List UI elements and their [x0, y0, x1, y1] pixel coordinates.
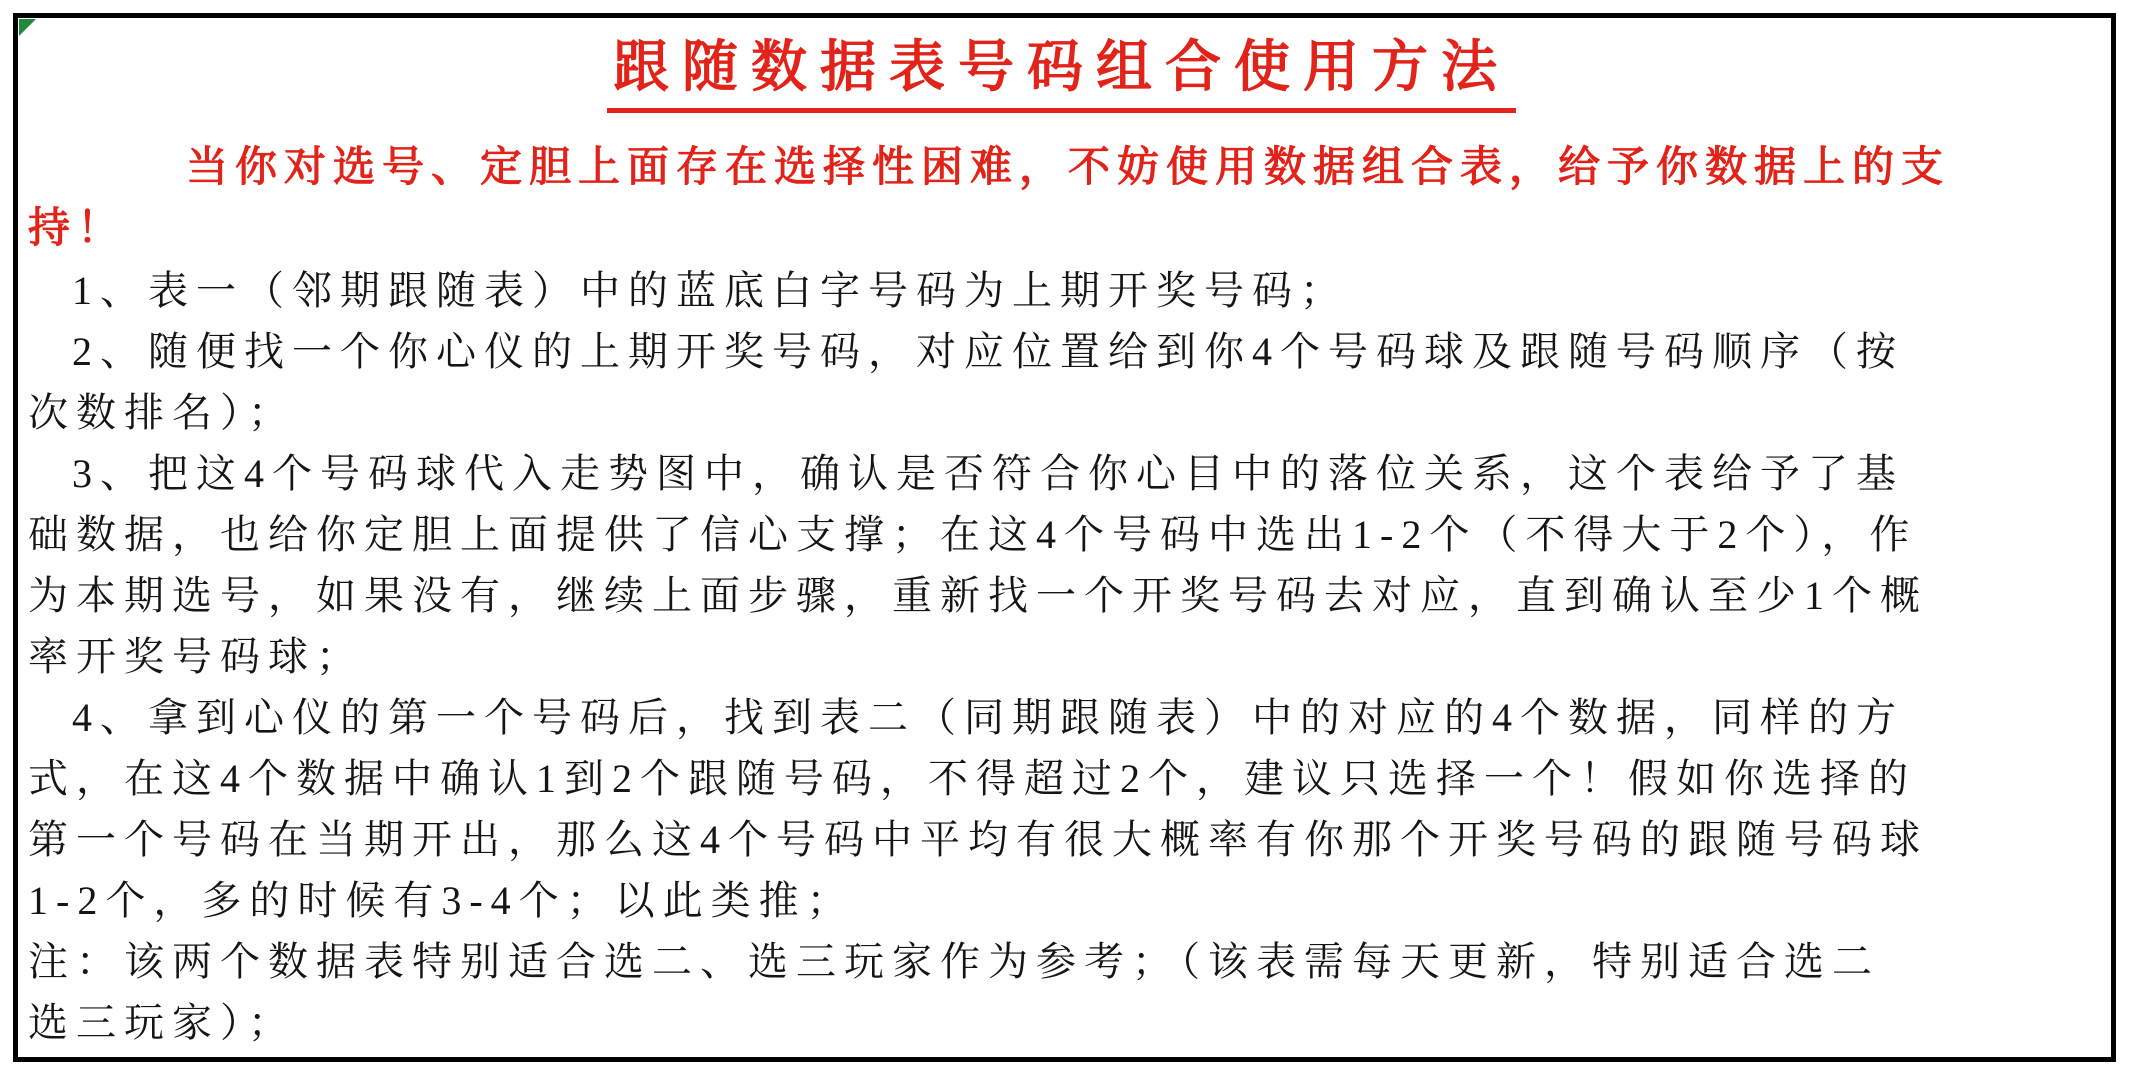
text-line: 次数排名）； — [28, 390, 296, 435]
green-corner-marker-icon — [19, 19, 36, 36]
text-line: 2、随便找一个你心仪的上期开奖号码，对应位置给到你4个号码球及跟随号码顺序（按 — [72, 329, 1904, 374]
title-row — [28, 32, 2095, 118]
text-line: 1、表一（邻期跟随表）中的蓝底白字号码为上期开奖号码； — [72, 268, 1348, 313]
text-line: 础数据，也给你定胆上面提供了信心支撑；在这4个号码中选出1-2个（不得大于2个），作 — [28, 512, 1918, 557]
page-title: 跟随数据表号码组合使用方法 — [607, 32, 1516, 113]
text-line: 当你对选号、定胆上面存在选择性困难，不妨使用数据组合表，给予你数据上的支 — [186, 145, 1951, 191]
text-line: 注：该两个数据表特别适合选二、选三玩家作为参考；（该表需每天更新，特别适合选二 — [28, 939, 1880, 984]
text-line: 选三玩家）； — [28, 1000, 296, 1045]
text-line: 率开奖号码球； — [28, 634, 364, 679]
text-line: 第一个号码在当期开出，那么这4个号码中平均有很大概率有你那个开奖号码的跟随号码球 — [28, 817, 1928, 862]
text-line: 持！ — [28, 206, 127, 252]
text-line: 1-2个，多的时候有3-4个；以此类推； — [28, 878, 855, 923]
text-line: 4、拿到心仪的第一个号码后，找到表二（同期跟随表）中的对应的4个数据，同样的方 — [72, 695, 1904, 740]
document-frame — [13, 13, 2116, 1062]
text-line: 式，在这4个数据中确认1到2个跟随号码，不得超过2个，建议只选择一个！假如你选择的 — [28, 756, 1916, 801]
text-line: 为本期选号，如果没有，继续上面步骤，重新找一个开奖号码去对应，直到确认至少1个概 — [28, 573, 1928, 618]
text-line: 3、把这4个号码球代入走势图中，确认是否符合你心目中的落位关系，这个表给予了基 — [72, 451, 1904, 496]
